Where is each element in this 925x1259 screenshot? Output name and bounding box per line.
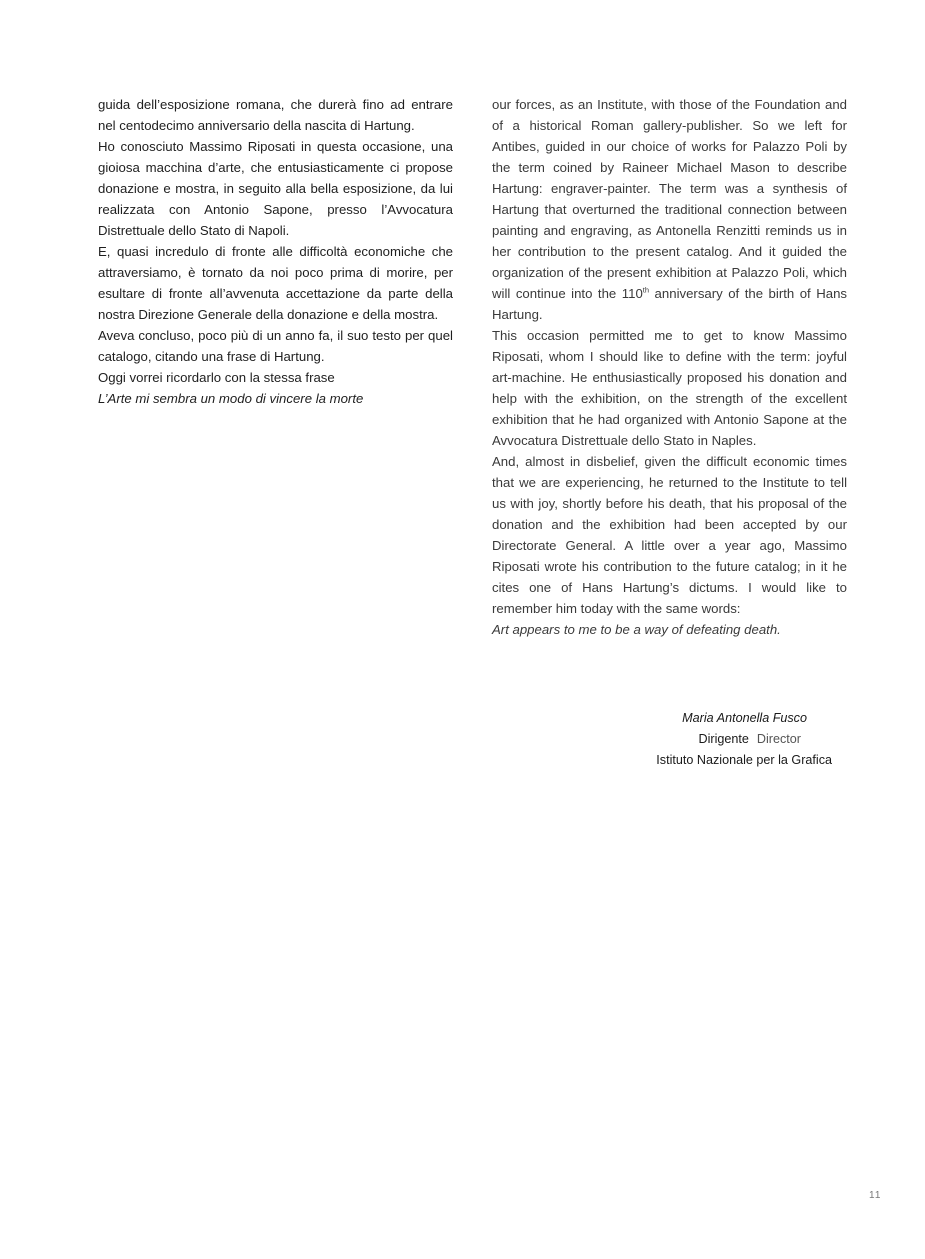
paragraph: E, quasi incredulo di fronte alle difficoltà economiche che attraversiamo, è tornato da noi poco prima di morire, per esultare di fronte all’avvenuta accettazione da parte della nostra Direzione Generale della donazione e della mostra. (98, 244, 453, 322)
role-english: Director (756, 732, 801, 746)
paragraph: This occasion permitted me to get to know Massimo Riposati, whom I should like to define with the term: joyful art-machine. He enthusiastically proposed his donation and help with the exhibition, on the strength of the excellent exhibition that he had organized with Antonio Sapone at the Avvocatura Distrettuale dello Stato in Naples. (492, 328, 847, 448)
page-number: 11 (869, 1190, 882, 1201)
signatory-name: Maria Antonella Fusco (682, 711, 807, 725)
signatory-role (620, 729, 832, 750)
paragraph (492, 94, 847, 325)
paragraph-text: anniversary of the birth of Hans Hartung. (492, 286, 847, 322)
signature-block (620, 708, 832, 771)
left-column-italian (98, 94, 453, 409)
ordinal-superscript: th (642, 285, 650, 295)
paragraph: Oggi vorrei ricordarlo con la stessa frase (98, 370, 335, 385)
paragraph: guida dell’esposizione romana, che durerà fino ad entrare nel centodecimo anniversario della nascita di Hartung. (98, 97, 453, 133)
role-italian: Dirigente (698, 732, 749, 746)
institution-name: Istituto Nazionale per la Grafica (656, 753, 832, 767)
hartung-quote-italian: L’Arte mi sembra un modo di vincere la morte (98, 391, 364, 406)
paragraph: Aveva concluso, poco più di un anno fa, il suo testo per quel catalogo, citando una frase di Hartung. (98, 328, 453, 364)
right-column-english (492, 94, 847, 640)
paragraph: Ho conosciuto Massimo Riposati in questa occasione, una gioiosa macchina d’arte, che entusiasticamente ci propose donazione e mostra, in seguito alla bella esposizione, da lui realizzata con Antonio Sapone, presso l’Avvocatura Distrettuale dello Stato di Napoli. (98, 139, 453, 238)
hartung-quote-english: Art appears to me to be a way of defeating death. (492, 622, 781, 637)
paragraph: And, almost in disbelief, given the difficult economic times that we are experiencing, he returned to the Institute to tell us with joy, shortly before his death, that his proposal of the donation and the exhibition had been accepted by our Directorate General. A little over a year ago, Massimo Riposati wrote his contribution to the future catalog; in it he cites one of Hans Hartung’s dictums. I would like to remember him today with the same words: (492, 454, 847, 616)
paragraph-text: our forces, as an Institute, with those of the Foundation and of a historical Roman gallery-publisher. So we left for Antibes, guided in our choice of works for Palazzo Poli by the term coined by Raineer Michael Mason to describe Hartung: engraver-painter. The term was a synthesis of Hartung that overturned the traditional connection between painting and engraving, as Antonella Renzitti reminds us in her contribution to the present catalog. And it guided the organization of the present exhibition at Palazzo Poli, which will continue into the 110 (492, 97, 847, 301)
